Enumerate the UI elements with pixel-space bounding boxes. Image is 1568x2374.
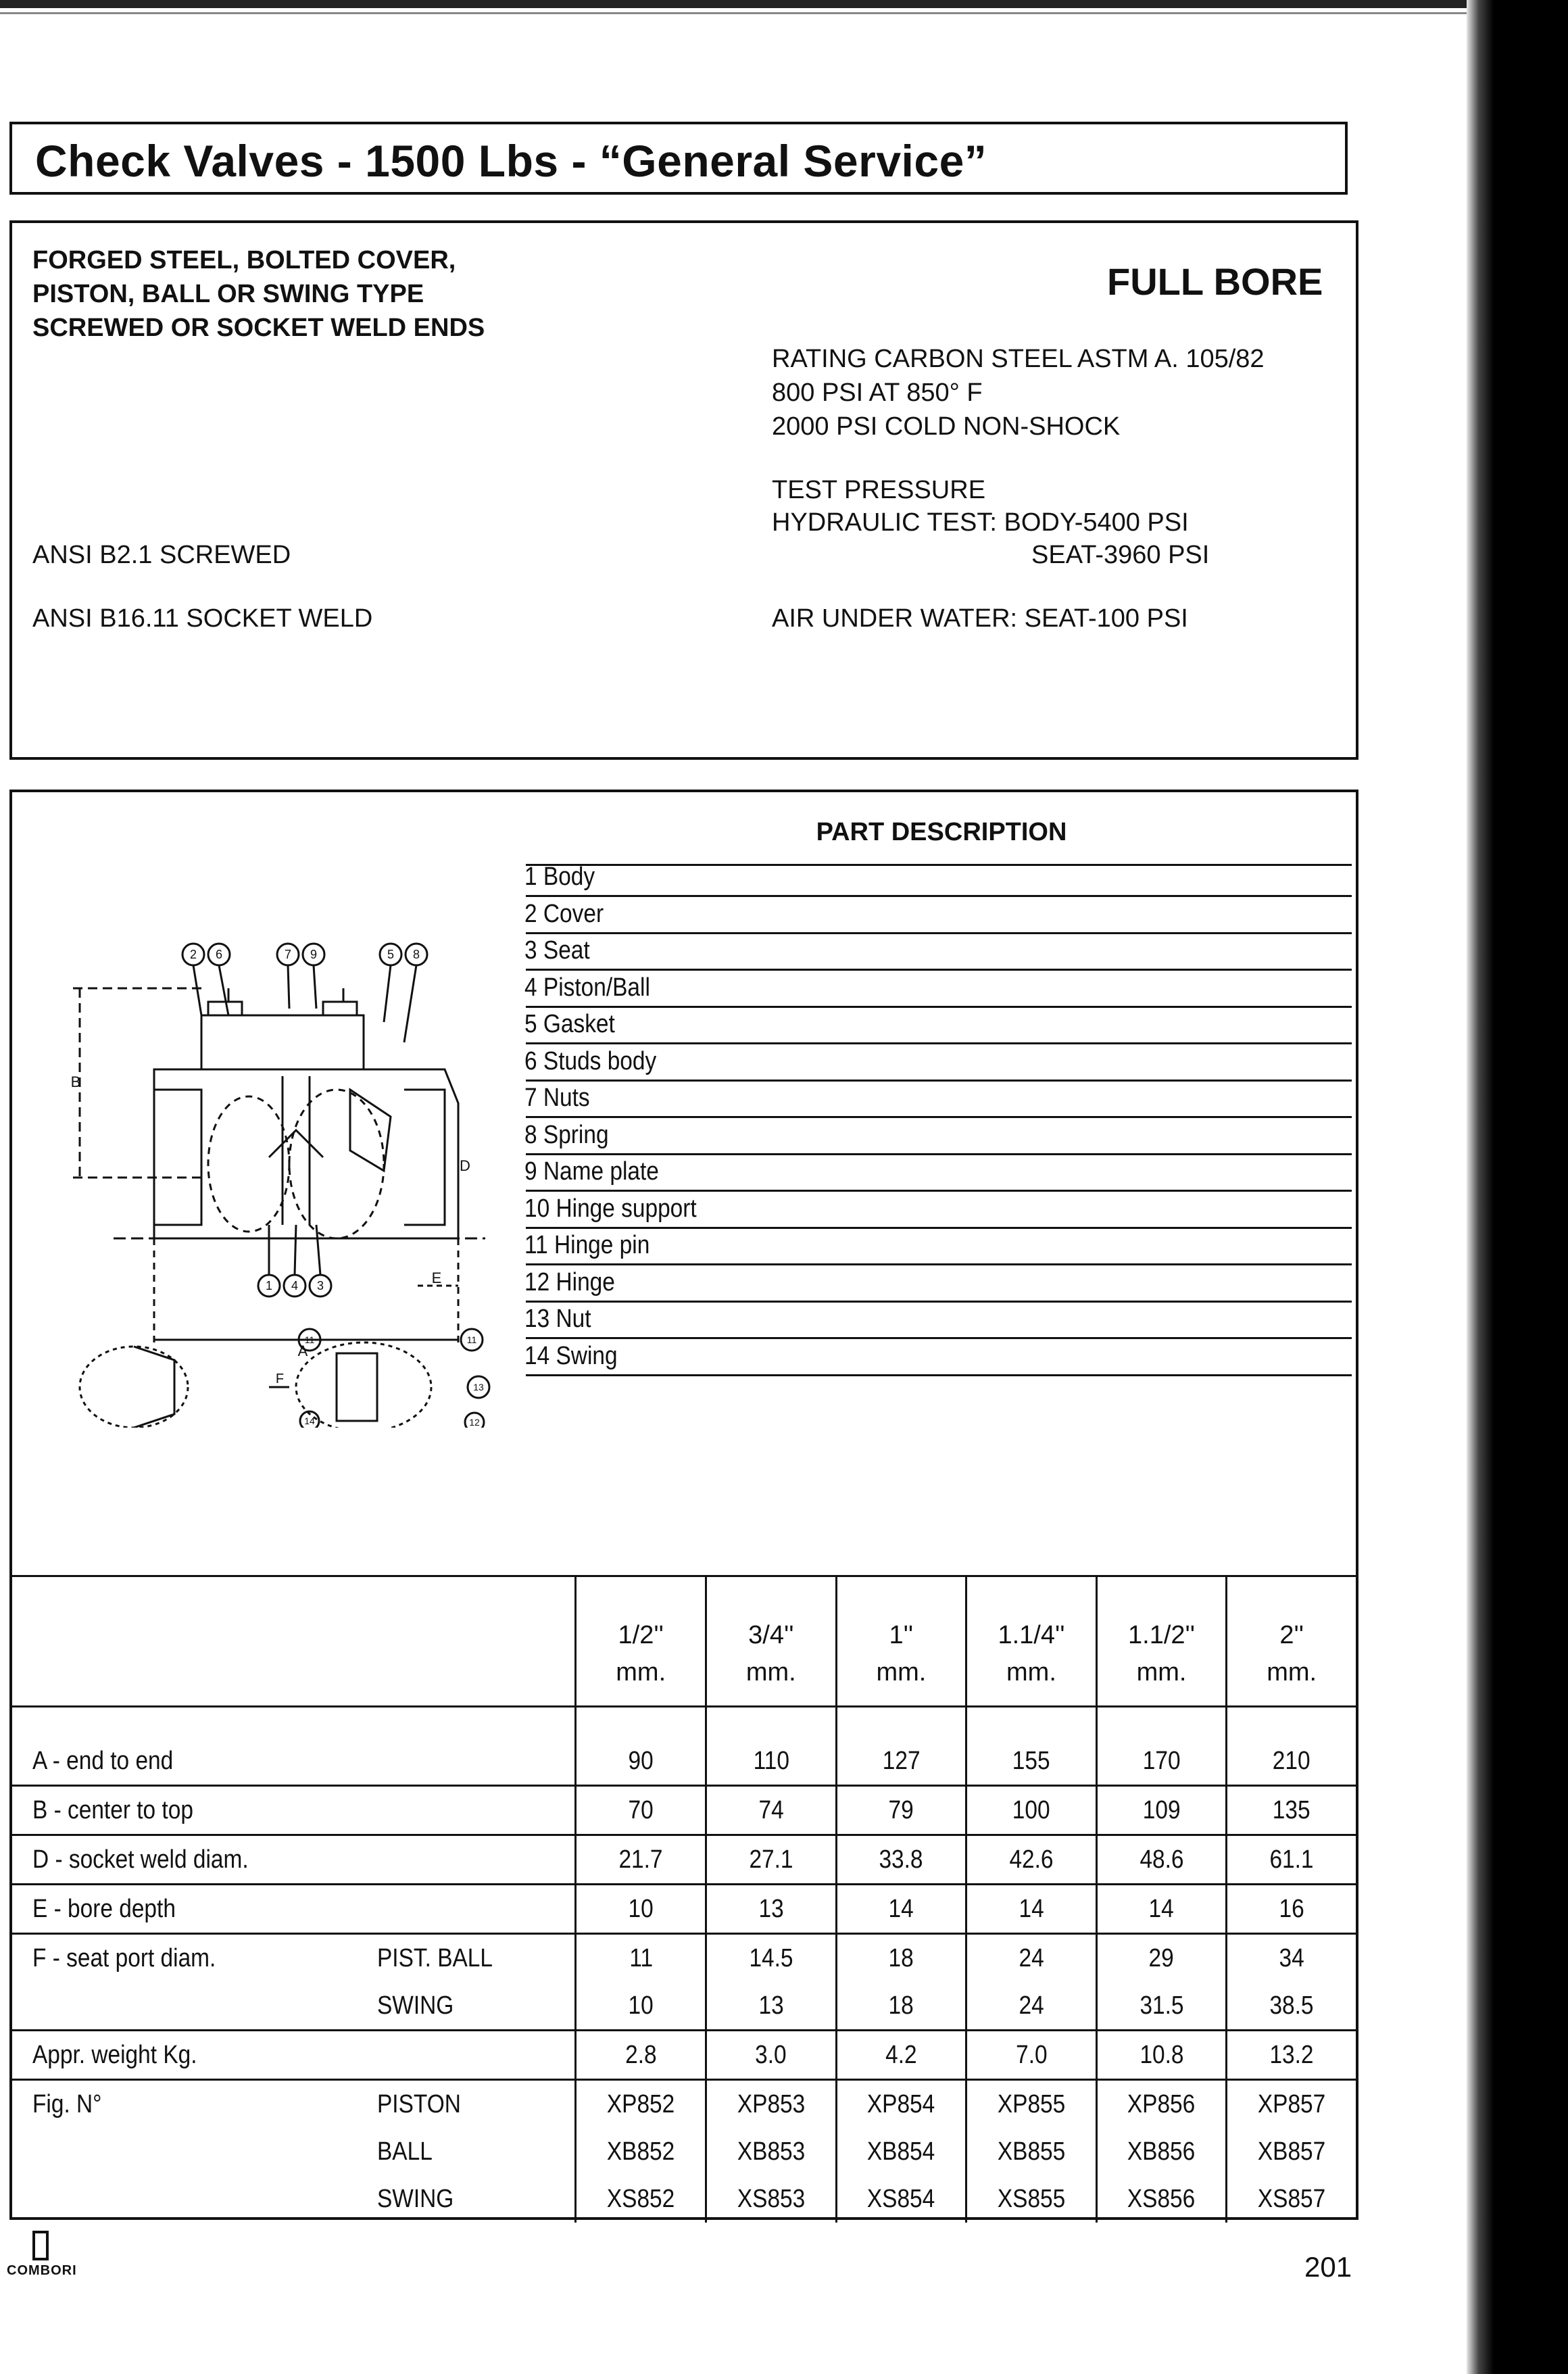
- table-cell: [706, 1835, 837, 1885]
- cell-value: 24: [1019, 1991, 1044, 2020]
- row-sub-label-cell: [377, 1737, 576, 1786]
- table-gap-cell: [1227, 1707, 1356, 1738]
- callout-label: 1: [265, 1279, 273, 1292]
- callout-label: 13: [473, 1382, 484, 1392]
- table-cell: [706, 1982, 837, 2031]
- part-item: 13 Nut: [524, 1305, 591, 1333]
- table-row: [12, 1835, 1356, 1885]
- cell-value: 16: [1279, 1894, 1304, 1923]
- row-label-cell: [12, 1835, 377, 1885]
- part-row-rule: [526, 1116, 1352, 1118]
- table-cell: [1227, 1786, 1356, 1835]
- cell-value: 21.7: [618, 1845, 663, 1874]
- row-sub-label-cell: [377, 1835, 576, 1885]
- table-cell: [1096, 2031, 1227, 2080]
- table-cell: [836, 1786, 966, 1835]
- part-item: 9 Name plate: [524, 1157, 659, 1186]
- table-cell: [576, 1885, 706, 1934]
- cell-value: 135: [1273, 1795, 1311, 1824]
- row-label-cell: [12, 2175, 377, 2223]
- table-cell: [966, 1737, 1097, 1786]
- dim-label-f: F: [275, 1372, 285, 1386]
- ansi-screwed: ANSI B2.1 SCREWED: [32, 541, 291, 569]
- cell-value: 109: [1142, 1795, 1181, 1824]
- callout-label: 11: [304, 1334, 315, 1345]
- cell-value: 61.1: [1269, 1845, 1314, 1874]
- table-cell: [836, 2175, 966, 2223]
- cell-value: XB857: [1257, 2137, 1326, 2166]
- cell-value: XB855: [997, 2137, 1066, 2166]
- cell-value: XB852: [607, 2137, 675, 2166]
- row-sub-label-cell: [377, 2175, 576, 2223]
- cell-value: 14.5: [749, 1943, 793, 1972]
- parts-and-dimensions-box: [9, 790, 1358, 2220]
- part-row-rule: [526, 864, 1352, 866]
- row-label-cell: [12, 1737, 377, 1786]
- row-label: Fig. N°: [32, 2089, 102, 2118]
- row-label-cell: [12, 1885, 377, 1934]
- table-cell: [836, 1737, 966, 1786]
- table-cell: [706, 2031, 837, 2080]
- table-cell: [1096, 1885, 1227, 1934]
- row-sub-label-cell: [377, 2128, 576, 2175]
- size-header: 2'': [1227, 1576, 1356, 1656]
- table-cell: [1096, 1786, 1227, 1835]
- table-row: [12, 1737, 1356, 1786]
- table-cell: [966, 1934, 1097, 1983]
- table-cell: [1227, 1835, 1356, 1885]
- callout-label: 11: [466, 1334, 477, 1345]
- table-cell: [1096, 2175, 1227, 2223]
- page-shadow-edge: [1467, 0, 1568, 2374]
- cell-value: XB854: [867, 2137, 935, 2166]
- dimensions-table: [12, 1575, 1356, 2223]
- combori-logo-mark: [32, 2231, 49, 2260]
- table-cell: [836, 2080, 966, 2129]
- part-item: 7 Nuts: [524, 1084, 590, 1112]
- callout-label: 5: [387, 948, 395, 961]
- cell-value: 33.8: [879, 1845, 923, 1874]
- table-cell: [576, 1737, 706, 1786]
- table-cell: [966, 1885, 1097, 1934]
- construction-line: SCREWED OR SOCKET WELD ENDS: [32, 314, 485, 342]
- table-cell: [1096, 2128, 1227, 2175]
- cell-value: 4.2: [885, 2040, 917, 2069]
- row-label: E - bore depth: [32, 1894, 176, 1923]
- row-sub-label-cell: [377, 1934, 576, 1983]
- rating-block: [772, 342, 1265, 443]
- part-item: 6 Studs body: [524, 1046, 657, 1075]
- row-label-cell: [12, 2080, 377, 2129]
- table-cell: [966, 1982, 1097, 2031]
- part-row-rule: [526, 1006, 1352, 1008]
- cell-value: 13: [758, 1991, 784, 2020]
- table-cell: [1096, 1835, 1227, 1885]
- cell-value: 29: [1148, 1943, 1175, 1972]
- table-cell: [706, 2128, 837, 2175]
- part-row-rule: [526, 1190, 1352, 1192]
- callout-label: 2: [189, 948, 197, 961]
- cell-value: XP853: [737, 2089, 805, 2118]
- table-cell: [706, 1885, 837, 1934]
- cell-value: XS853: [737, 2184, 805, 2213]
- callout-label: 12: [469, 1417, 480, 1428]
- table-cell: [966, 1786, 1097, 1835]
- table-cell: [966, 2080, 1097, 2129]
- hydraulic-test: HYDRAULIC TEST: BODY-5400 PSI: [772, 508, 1189, 537]
- cell-value: XS857: [1257, 2184, 1326, 2213]
- row-label: A - end to end: [32, 1746, 174, 1775]
- table-cell: [576, 1982, 706, 2031]
- cell-value: 42.6: [1009, 1845, 1054, 1874]
- cell-value: 70: [628, 1795, 654, 1824]
- table-cell: [1096, 1737, 1227, 1786]
- construction-line: PISTON, BALL OR SWING TYPE: [32, 280, 424, 308]
- table-cell: [966, 2175, 1097, 2223]
- unit-header-row: [12, 1655, 1356, 1707]
- row-sub-label: PIST. BALL: [376, 1943, 493, 1972]
- table-cell: [966, 2031, 1097, 2080]
- callout-label: 14: [304, 1415, 315, 1426]
- table-gap-cell: [966, 1707, 1097, 1738]
- table-cell: [966, 2128, 1097, 2175]
- part-item: 10 Hinge support: [524, 1194, 697, 1223]
- cell-value: 31.5: [1139, 1991, 1184, 2020]
- size-header: 1.1/4'': [966, 1576, 1097, 1656]
- row-sub-label-cell: [377, 1786, 576, 1835]
- table-cell: [1227, 1737, 1356, 1786]
- row-label: F - seat port diam.: [32, 1943, 216, 1972]
- table-row: [12, 2175, 1356, 2223]
- part-description-title: PART DESCRIPTION: [816, 818, 1067, 846]
- cell-value: 100: [1012, 1795, 1050, 1824]
- cell-value: 13: [758, 1894, 784, 1923]
- table-cell: [1096, 1982, 1227, 2031]
- callout-label: 8: [412, 948, 420, 961]
- cell-value: 210: [1273, 1746, 1311, 1775]
- spec-box: [9, 220, 1358, 760]
- callout-label: 9: [310, 948, 318, 961]
- part-row-rule: [526, 1301, 1352, 1303]
- part-row-rule: [526, 895, 1352, 897]
- cell-value: 10: [628, 1894, 654, 1923]
- table-cell: [836, 2128, 966, 2175]
- part-item: 2 Cover: [524, 899, 604, 928]
- row-label-cell: [12, 1982, 377, 2031]
- cell-value: XB856: [1127, 2137, 1196, 2166]
- dim-label-b: B: [70, 1073, 81, 1090]
- row-sub-label: SWING: [376, 2184, 454, 2213]
- table-cell: [836, 1885, 966, 1934]
- cell-value: XB853: [737, 2137, 805, 2166]
- part-item: 5 Gasket: [524, 1010, 615, 1038]
- table-gap-row: [12, 1707, 1356, 1738]
- cell-value: 18: [888, 1943, 914, 1972]
- part-row-rule: [526, 1337, 1352, 1339]
- table-row: [12, 2128, 1356, 2175]
- top-rule: [0, 0, 1467, 8]
- combori-logo: COMBORI: [7, 2263, 77, 2278]
- callout-label: 3: [316, 1279, 324, 1292]
- table-gap-cell: [1096, 1707, 1227, 1738]
- part-row-rule: [526, 1227, 1352, 1229]
- part-item: 4 Piston/Ball: [524, 973, 650, 1002]
- construction-line: FORGED STEEL, BOLTED COVER,: [32, 246, 456, 274]
- cell-value: 14: [1148, 1894, 1175, 1923]
- cell-value: 170: [1142, 1746, 1181, 1775]
- table-cell: [706, 1934, 837, 1983]
- top-rule-thin: [0, 12, 1467, 14]
- part-row-rule: [526, 969, 1352, 971]
- part-row-rule: [526, 1042, 1352, 1044]
- part-item: 14 Swing: [524, 1341, 618, 1370]
- table-row: [12, 2080, 1356, 2129]
- table-cell: [576, 2175, 706, 2223]
- size-header: 1/2'': [576, 1576, 706, 1656]
- table-cell: [966, 1835, 1097, 1885]
- callout-label: 7: [284, 948, 292, 961]
- title-box: [9, 122, 1348, 195]
- page-number: 201: [1304, 2251, 1352, 2283]
- table-cell: [706, 2175, 837, 2223]
- table-cell: [1227, 2175, 1356, 2223]
- dim-label-a: A: [297, 1342, 308, 1359]
- row-label: Appr. weight Kg.: [32, 2040, 197, 2069]
- cell-value: XS856: [1127, 2184, 1196, 2213]
- row-sub-label-cell: [377, 2080, 576, 2129]
- row-sub-label: SWING: [376, 1991, 454, 2020]
- cell-value: 127: [882, 1746, 921, 1775]
- table-cell: [836, 2031, 966, 2080]
- table-cell: [836, 1982, 966, 2031]
- cell-value: XS854: [867, 2184, 935, 2213]
- cell-value: 38.5: [1269, 1991, 1314, 2020]
- callout-label: 4: [291, 1279, 299, 1292]
- cell-value: 3.0: [755, 2040, 787, 2069]
- table-gap-cell: [706, 1707, 837, 1738]
- unit-header: mm.: [1227, 1655, 1356, 1707]
- cell-value: XP854: [867, 2089, 935, 2118]
- rating-line: RATING CARBON STEEL ASTM A. 105/82: [772, 345, 1265, 373]
- cell-value: 10: [628, 1991, 654, 2020]
- table-cell: [1227, 2080, 1356, 2129]
- cell-value: XP852: [607, 2089, 675, 2118]
- part-row-rule: [526, 1080, 1352, 1082]
- table-cell: [706, 1786, 837, 1835]
- row-label-cell: [12, 2128, 377, 2175]
- cell-value: XS855: [997, 2184, 1066, 2213]
- row-sub-label: PISTON: [376, 2089, 461, 2118]
- cell-value: 48.6: [1139, 1845, 1184, 1874]
- construction-block: [32, 243, 485, 345]
- part-item: 3 Seat: [524, 936, 590, 965]
- cell-value: 155: [1012, 1746, 1050, 1775]
- unit-header: mm.: [1096, 1655, 1227, 1707]
- cell-value: 27.1: [749, 1845, 793, 1874]
- table-row: [12, 1934, 1356, 1983]
- callout-label: 6: [215, 948, 223, 961]
- table-cell: [706, 2080, 837, 2129]
- table-row: [12, 1786, 1356, 1835]
- table-cell: [1227, 2128, 1356, 2175]
- cell-value: XS852: [607, 2184, 675, 2213]
- table-cell: [576, 1786, 706, 1835]
- table-cell: [836, 1934, 966, 1983]
- unit-header: mm.: [576, 1655, 706, 1707]
- table-cell: [1227, 1885, 1356, 1934]
- row-label: D - socket weld diam.: [32, 1845, 249, 1874]
- table-cell: [1096, 2080, 1227, 2129]
- valve-drawing: [66, 873, 499, 1428]
- row-label-cell: [12, 1934, 377, 1983]
- table-row: [12, 1885, 1356, 1934]
- cell-value: 24: [1019, 1943, 1044, 1972]
- cell-value: 10.8: [1139, 2040, 1184, 2069]
- size-header: 3/4'': [706, 1576, 837, 1656]
- row-sub-label: BALL: [376, 2137, 433, 2166]
- cell-value: 34: [1279, 1943, 1304, 1972]
- part-item: 1 Body: [524, 863, 595, 891]
- cell-value: 110: [753, 1746, 789, 1775]
- table-cell: [576, 2128, 706, 2175]
- unit-header: mm.: [966, 1655, 1097, 1707]
- cell-value: 2.8: [624, 2040, 657, 2069]
- air-under-water: AIR UNDER WATER: SEAT-100 PSI: [772, 604, 1188, 633]
- page-title: Check Valves - 1500 Lbs - “General Service”: [35, 136, 987, 186]
- cell-value: 7.0: [1015, 2040, 1048, 2069]
- table-row: [12, 1982, 1356, 2031]
- part-row-rule: [526, 1153, 1352, 1155]
- part-row-rule: [526, 932, 1352, 934]
- cell-value: XP856: [1127, 2089, 1196, 2118]
- part-row-rule: [526, 1263, 1352, 1265]
- cell-value: 79: [888, 1795, 914, 1824]
- part-item: 12 Hinge: [524, 1267, 615, 1297]
- table-cell: [576, 2080, 706, 2129]
- cell-value: 13.2: [1269, 2040, 1314, 2069]
- cell-value: 74: [758, 1795, 784, 1824]
- rating-line: 2000 PSI COLD NON-SHOCK: [772, 412, 1121, 441]
- table-cell: [1227, 2031, 1356, 2080]
- cell-value: 14: [1019, 1894, 1044, 1923]
- cell-value: XP857: [1257, 2089, 1326, 2118]
- cell-value: XP855: [997, 2089, 1066, 2118]
- rating-line: 800 PSI AT 850° F: [772, 379, 983, 407]
- cell-value: 18: [888, 1991, 914, 2020]
- table-row: [12, 2031, 1356, 2080]
- size-header: 1.1/2'': [1096, 1576, 1227, 1656]
- table-cell: [1096, 1934, 1227, 1983]
- full-bore-label: FULL BORE: [1107, 260, 1323, 303]
- table-cell: [836, 1835, 966, 1885]
- size-header: 1'': [836, 1576, 966, 1656]
- cell-value: 14: [888, 1894, 914, 1923]
- table-cell: [706, 1737, 837, 1786]
- dim-label-e: E: [431, 1269, 442, 1286]
- unit-header: mm.: [706, 1655, 837, 1707]
- table-cell: [1227, 1934, 1356, 1983]
- row-label-cell: [12, 1786, 377, 1835]
- table-cell: [576, 1835, 706, 1885]
- table-gap-cell: [576, 1707, 706, 1738]
- row-label-cell: [12, 2031, 377, 2080]
- cell-value: 90: [628, 1746, 654, 1775]
- test-pressure-label: TEST PRESSURE: [772, 476, 986, 504]
- hydraulic-seat: SEAT-3960 PSI: [1031, 541, 1210, 569]
- row-sub-label-cell: [377, 2031, 576, 2080]
- row-sub-label-cell: [377, 1885, 576, 1934]
- ansi-socket-weld: ANSI B16.11 SOCKET WELD: [32, 604, 373, 633]
- part-row-rule: [526, 1374, 1352, 1376]
- table-cell: [576, 1934, 706, 1983]
- table-gap-cell: [836, 1707, 966, 1738]
- table-cell: [576, 2031, 706, 2080]
- part-item: 8 Spring: [524, 1120, 609, 1149]
- row-label: B - center to top: [32, 1795, 193, 1824]
- cell-value: 11: [629, 1943, 653, 1972]
- row-sub-label-cell: [377, 1982, 576, 2031]
- unit-header: mm.: [836, 1655, 966, 1707]
- size-header-row: [12, 1576, 1356, 1656]
- table-cell: [1227, 1982, 1356, 2031]
- dim-label-d: D: [460, 1157, 470, 1174]
- part-item: 11 Hinge pin: [524, 1231, 650, 1259]
